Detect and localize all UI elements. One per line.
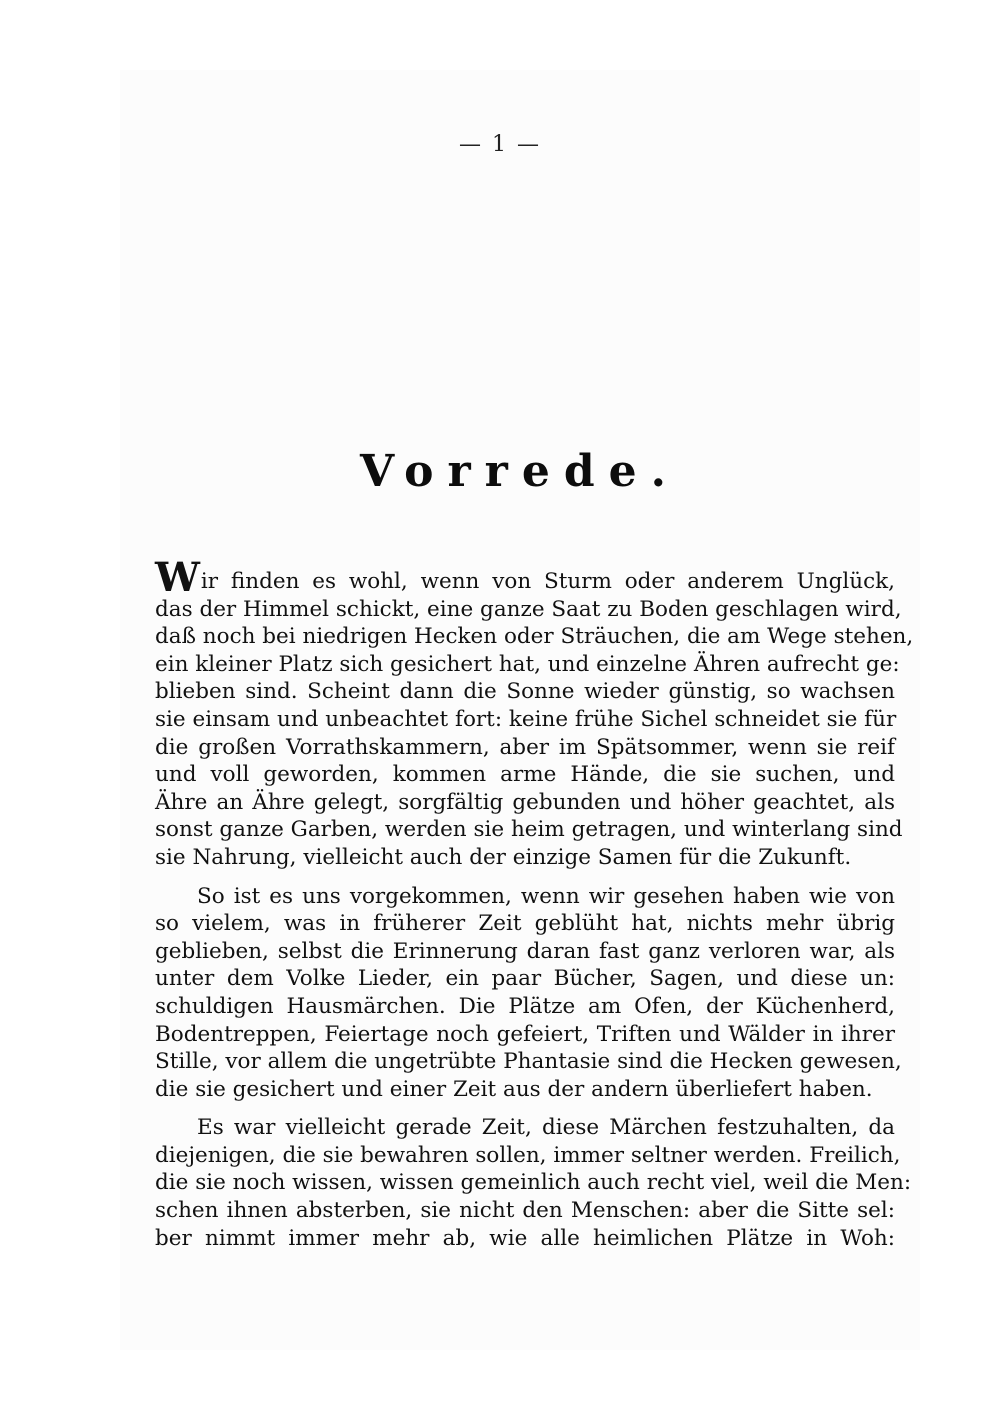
text-line: die sie gesichert und einer Zeit aus der andern überliefert haben.: [155, 1076, 873, 1102]
drop-cap: W: [155, 554, 200, 601]
text-line: diejenigen, die sie bewahren sollen, immer seltner werden. Freilich,: [155, 1142, 901, 1168]
body-text: [155, 554, 914, 1252]
paragraph-3: [155, 1114, 912, 1252]
text-line: so vielem, was in früherer Zeit geblüht hat, nichts mehr übrig: [155, 911, 895, 937]
text-line: unter dem Volke Lieder, ein paar Bücher, Sagen, und diese un:: [155, 966, 895, 992]
text-line: schen ihnen absterben, sie nicht den Menschen: aber die Sitte sel:: [155, 1198, 895, 1224]
page-number: — 1 —: [459, 132, 541, 157]
text-line: die großen Vorrathskammern, aber im Spätsommer, wenn sie reif: [155, 734, 895, 760]
paragraph-2: [155, 883, 902, 1104]
text-line: ber nimmt immer mehr ab, wie alle heimlichen Plätze in Woh:: [155, 1225, 895, 1251]
text-line: Es war vielleicht gerade Zeit, diese Märchen festzuhalten, da: [197, 1115, 895, 1141]
text-line: das der Himmel schickt, eine ganze Saat zu Boden geschlagen wird,: [155, 596, 902, 622]
text-line: schuldigen Hausmärchen. Die Plätze am Ofen, der Küchenherd,: [155, 993, 895, 1019]
line-text: ir finden es wohl, wenn von Sturm oder anderem Unglück,: [200, 569, 895, 594]
text-line: [155, 554, 895, 601]
text-line: blieben sind. Scheint dann die Sonne wieder günstig, so wachsen: [155, 679, 895, 705]
text-line: und voll geworden, kommen arme Hände, die sie suchen, und: [155, 762, 895, 788]
text-line: Ähre an Ähre gelegt, sorgfältig gebunden und höher geachtet, als: [155, 789, 895, 815]
text-line: sonst ganze Garben, werden sie heim getragen, und winterlang sind: [155, 817, 903, 843]
paragraph-1: [155, 554, 914, 872]
text-line: daß noch bei niedrigen Hecken oder Sträuchen, die am Wege stehen,: [155, 624, 914, 650]
text-line: geblieben, selbst die Erinnerung daran fast ganz verloren war, als: [155, 938, 895, 964]
text-line: Bodentreppen, Feiertage noch gefeiert, Triften und Wälder in ihrer: [155, 1021, 895, 1047]
text-line: sie einsam und unbeachtet fort: keine frühe Sichel schneidet sie für: [155, 706, 897, 732]
text-line: ein kleiner Platz sich gesichert hat, und einzelne Ähren aufrecht ge:: [155, 651, 900, 677]
text-line: So ist es uns vorgekommen, wenn wir gesehen haben wie von: [197, 883, 895, 909]
chapter-heading: Vorrede.: [360, 446, 680, 497]
text-line: sie Nahrung, vielleicht auch der einzige Samen für die Zukunft.: [155, 844, 852, 870]
text-line: die sie noch wissen, wissen gemeinlich auch recht viel, weil die Men:: [155, 1170, 912, 1196]
text-line: Stille, vor allem die ungetrübte Phantasie sind die Hecken gewesen,: [155, 1049, 902, 1075]
